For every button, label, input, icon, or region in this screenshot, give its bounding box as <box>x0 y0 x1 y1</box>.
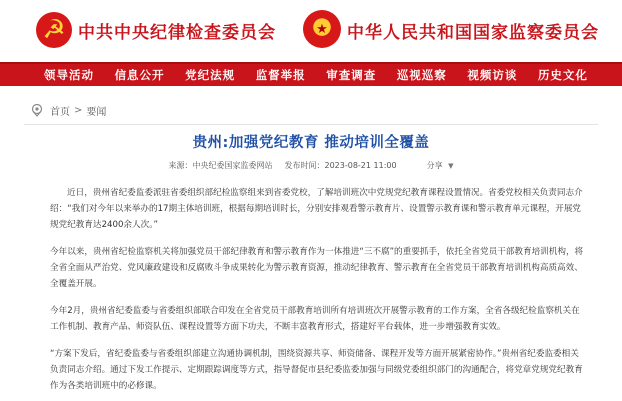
national-emblem-icon[interactable]: ★ <box>303 10 341 48</box>
share-label: 分享 <box>426 161 443 170</box>
chevron-down-icon: ▼ <box>448 162 454 170</box>
share-button[interactable] <box>427 160 454 171</box>
nav-item-regulations[interactable]: 党纪法规 <box>185 68 236 82</box>
nav-item-history[interactable]: 历史文化 <box>537 68 588 82</box>
article-paragraph: 今年2月，贵州省纪委监委与省委组织部联合印发在全省党员干部教育培训所有培训班次开展警示教育的工作方案，全省各级纪检监察机关在工作机制、教育产品、师资队伍、课程设置等方面下功夫，不断丰富教育形式，搭建好平台载体，进一步增强教育实效。 <box>50 306 580 332</box>
nav-item-info-disclosure[interactable]: 信息公开 <box>114 68 165 82</box>
nav-item-leadership[interactable]: 领导活动 <box>44 68 94 82</box>
article-meta <box>0 160 622 171</box>
nsc-logo-text[interactable]: 中华人民共和国国家监察委员会 <box>347 23 599 43</box>
nav-item-investigation[interactable]: 审查调查 <box>326 68 377 82</box>
ccdi-logo-text[interactable]: 中共中央纪律检查委员会 <box>78 23 276 43</box>
divider <box>24 124 598 125</box>
source-label: 来源： <box>168 161 193 170</box>
breadcrumb-current-link[interactable]: 要闻 <box>86 106 107 118</box>
nav-item-inspection[interactable]: 巡视巡察 <box>396 68 447 82</box>
article-title: 贵州:加强党纪教育 推动培训全覆盖 <box>192 135 430 151</box>
main-nav <box>0 62 622 86</box>
nav-item-report[interactable]: 监督举报 <box>255 68 306 82</box>
article-paragraph: “方案下发后，省纪委监委与省委组织部建立沟通协调机制，围绕资源共享、师资储备、课程开发等方面开展紧密协作。”贵州省纪委监委相关负责同志介绍。通过下发工作提示、定期跟踪调度等方式，指导督促市县纪委监委加强与同级党委组织部门的沟通配合，将党章党规党纪教育作为各类培训班中的必修课。 <box>50 349 583 391</box>
breadcrumb <box>30 102 106 118</box>
article-paragraph: 今年以来，贵州省纪检监察机关将加强党员干部纪律教育和警示教育作为一体推进“三不腐”的重要抓手，依托全省党员干部教育培训机构，将全省全面从严治党、党风廉政建设和反腐败斗争成果转化为警示教育资源，推动纪律教育、警示教育在全省党员干部教育培训机构高质高效、全覆盖开展。 <box>50 247 584 289</box>
breadcrumb-home-link[interactable]: 首页 <box>50 106 70 118</box>
publish-time-label: 发布时间： <box>284 161 325 170</box>
article-paragraph: 近日，贵州省纪委监委派驻省委组织部纪检监察组来到省委党校，了解培训班次中党规党纪教育课程设置情况。省委党校相关负责同志介绍：“我们对今年以来举办的17期主体培训班，根据每期培训时长，分别安排观看警示教育片、设置警示教育课和警示教育单元课程，开展党规党纪教育达2400余人次。” <box>50 188 583 230</box>
source-value: 中央纪委国家监委网站 <box>192 161 273 170</box>
nav-item-video[interactable]: 视频访谈 <box>467 68 518 82</box>
location-pin-icon <box>30 103 44 117</box>
publish-time-value: 2023-08-21 11:00 <box>324 161 397 170</box>
site-banner <box>0 0 622 62</box>
party-emblem-icon[interactable]: ☭ <box>36 12 72 48</box>
article-body <box>50 185 585 401</box>
breadcrumb-separator: > <box>74 104 83 116</box>
